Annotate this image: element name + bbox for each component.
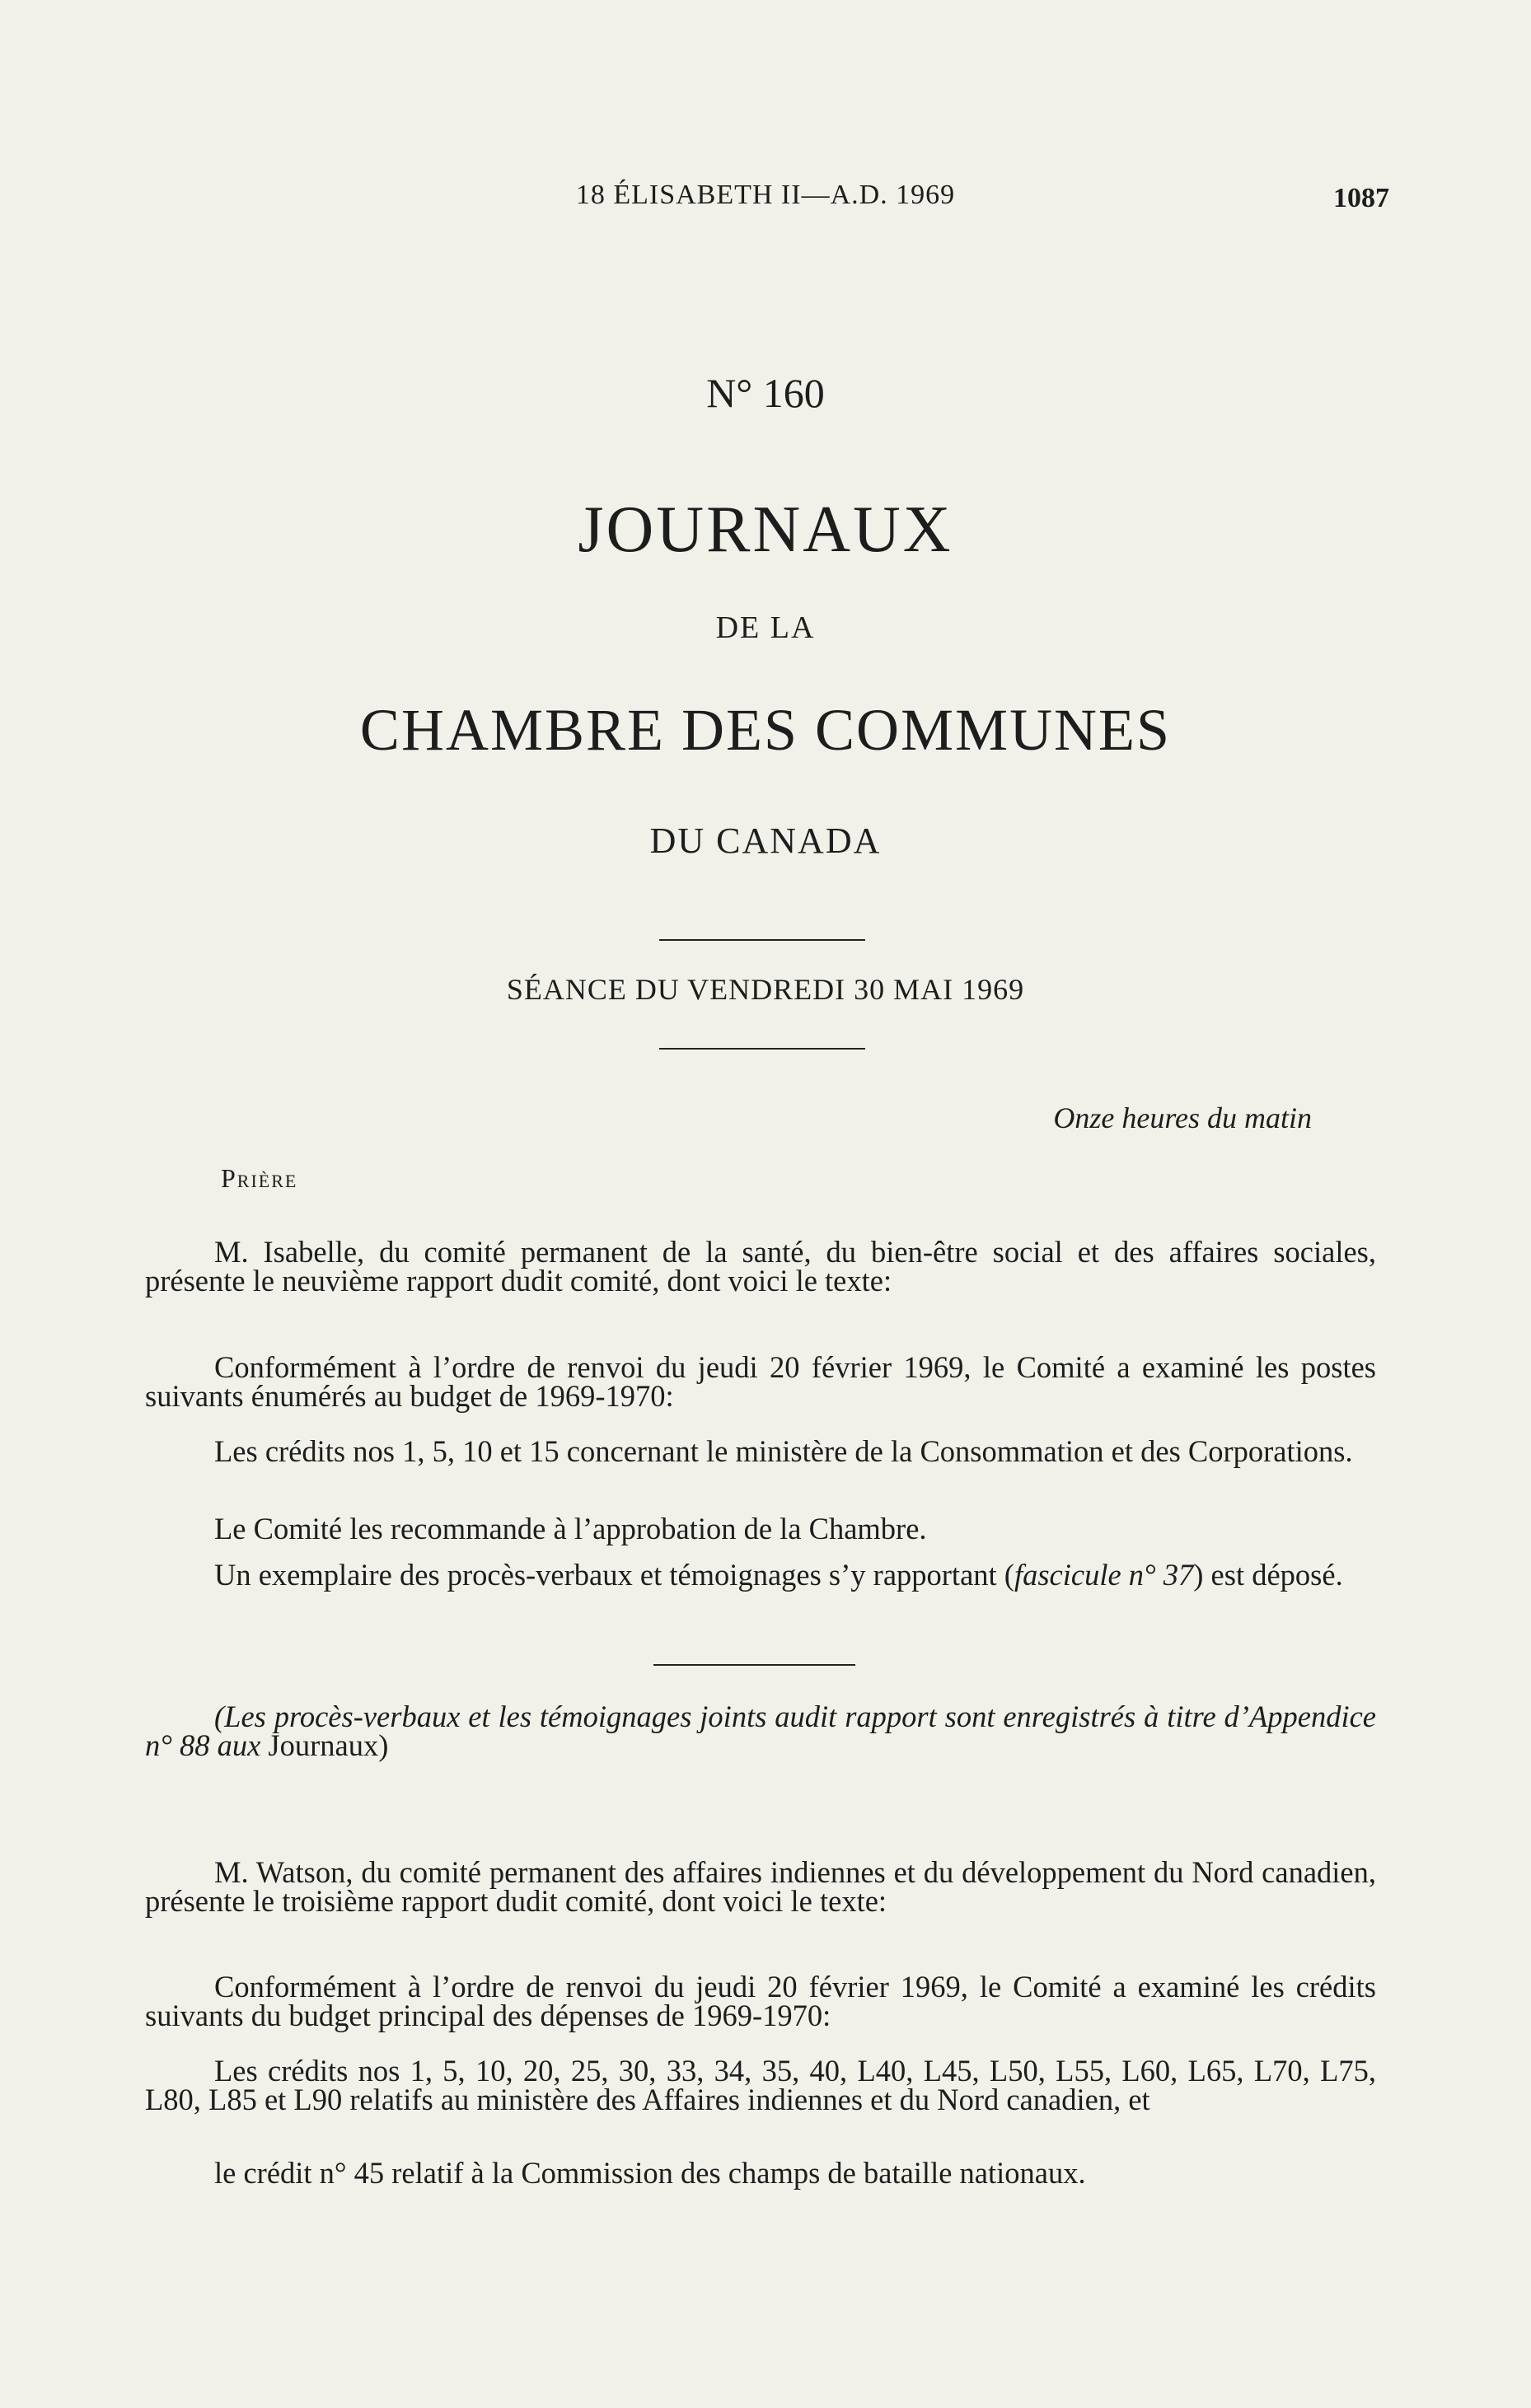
divider-rule <box>653 1664 855 1666</box>
paragraph-text: ) est déposé. <box>1193 1558 1343 1592</box>
issue-number: N° 160 <box>706 370 825 416</box>
paragraph-italic: (Les procès-verbaux et les témoignages joints audit rapport sont enregistrés à titre d’Appendice n° 88 aux <box>145 1700 1376 1762</box>
paragraph <box>145 1972 1376 2030</box>
page-number: 1087 <box>1333 183 1389 213</box>
paragraph <box>145 2156 1376 2190</box>
paragraph <box>145 1235 1376 1298</box>
appendix-note <box>145 1702 1376 1760</box>
paragraph-text: Le Comité les recommande à l’approbation de la Chambre. <box>214 1512 927 1545</box>
sitting-time: Onze heures du matin <box>1053 1101 1312 1134</box>
paragraph-text: le crédit n° 45 relatif à la Commission des champs de bataille nationaux. <box>214 2156 1086 2190</box>
divider-rule <box>659 1048 865 1050</box>
paragraph-text: M. Watson, du comité permanent des affaires indiennes et du développement du Nord canadien, présente le troisième rapport dudit comité, dont voici le texte: <box>145 1855 1376 1918</box>
paragraph-text: Les crédits nos 1, 5, 10, 20, 25, 30, 33, 34, 35, 40, L40, L45, L50, L55, L60, L65, L70, L75, L80, L85 et L90 relatifs au ministère des Affaires indiennes et du Nord canadien, et <box>145 2054 1376 2116</box>
house-title: CHAMBRE DES COMMUNES <box>359 697 1172 763</box>
running-head: 18 ÉLISABETH II—A.D. 1969 <box>575 180 956 210</box>
paragraph-text: Un exemplaire des procès-verbaux et témoignages s’y rapportant ( <box>214 1558 1014 1592</box>
paragraph <box>145 2056 1376 2114</box>
divider-rule <box>659 939 865 941</box>
paragraph-italic: fascicule n° 37 <box>1014 1558 1194 1592</box>
paragraph-text: Conformément à l’ordre de renvoi du jeudi 20 février 1969, le Comité a examiné les crédits suivants du budget principal des dépenses de 1969-1970: <box>145 1970 1376 2032</box>
paragraph <box>145 1855 1376 1918</box>
paragraph <box>145 1514 1376 1543</box>
paragraph <box>145 1558 1376 1592</box>
title-connector: DE LA <box>715 610 816 645</box>
paragraph-text: Conformément à l’ordre de renvoi du jeudi 20 février 1969, le Comité a examiné les postes suivants énumérés au budget de 1969-1970: <box>145 1350 1376 1413</box>
sitting-heading: SÉANCE DU VENDREDI 30 MAI 1969 <box>506 973 1025 1006</box>
paragraph-text: Journaux) <box>260 1728 389 1762</box>
paragraph <box>145 1350 1376 1413</box>
paragraph-text: Les crédits nos 1, 5, 10 et 15 concernant le ministère de la Consommation et des Corporations. <box>214 1434 1353 1468</box>
paragraph-text: M. Isabelle, du comité permanent de la santé, du bien-être social et des affaires sociales, présente le neuvième rapport dudit comité, dont voici le texte: <box>145 1235 1376 1298</box>
country-title: DU CANADA <box>649 821 882 861</box>
journal-title: JOURNAUX <box>578 493 953 566</box>
paragraph <box>145 1434 1376 1468</box>
prayer-heading: Prière <box>221 1163 298 1193</box>
